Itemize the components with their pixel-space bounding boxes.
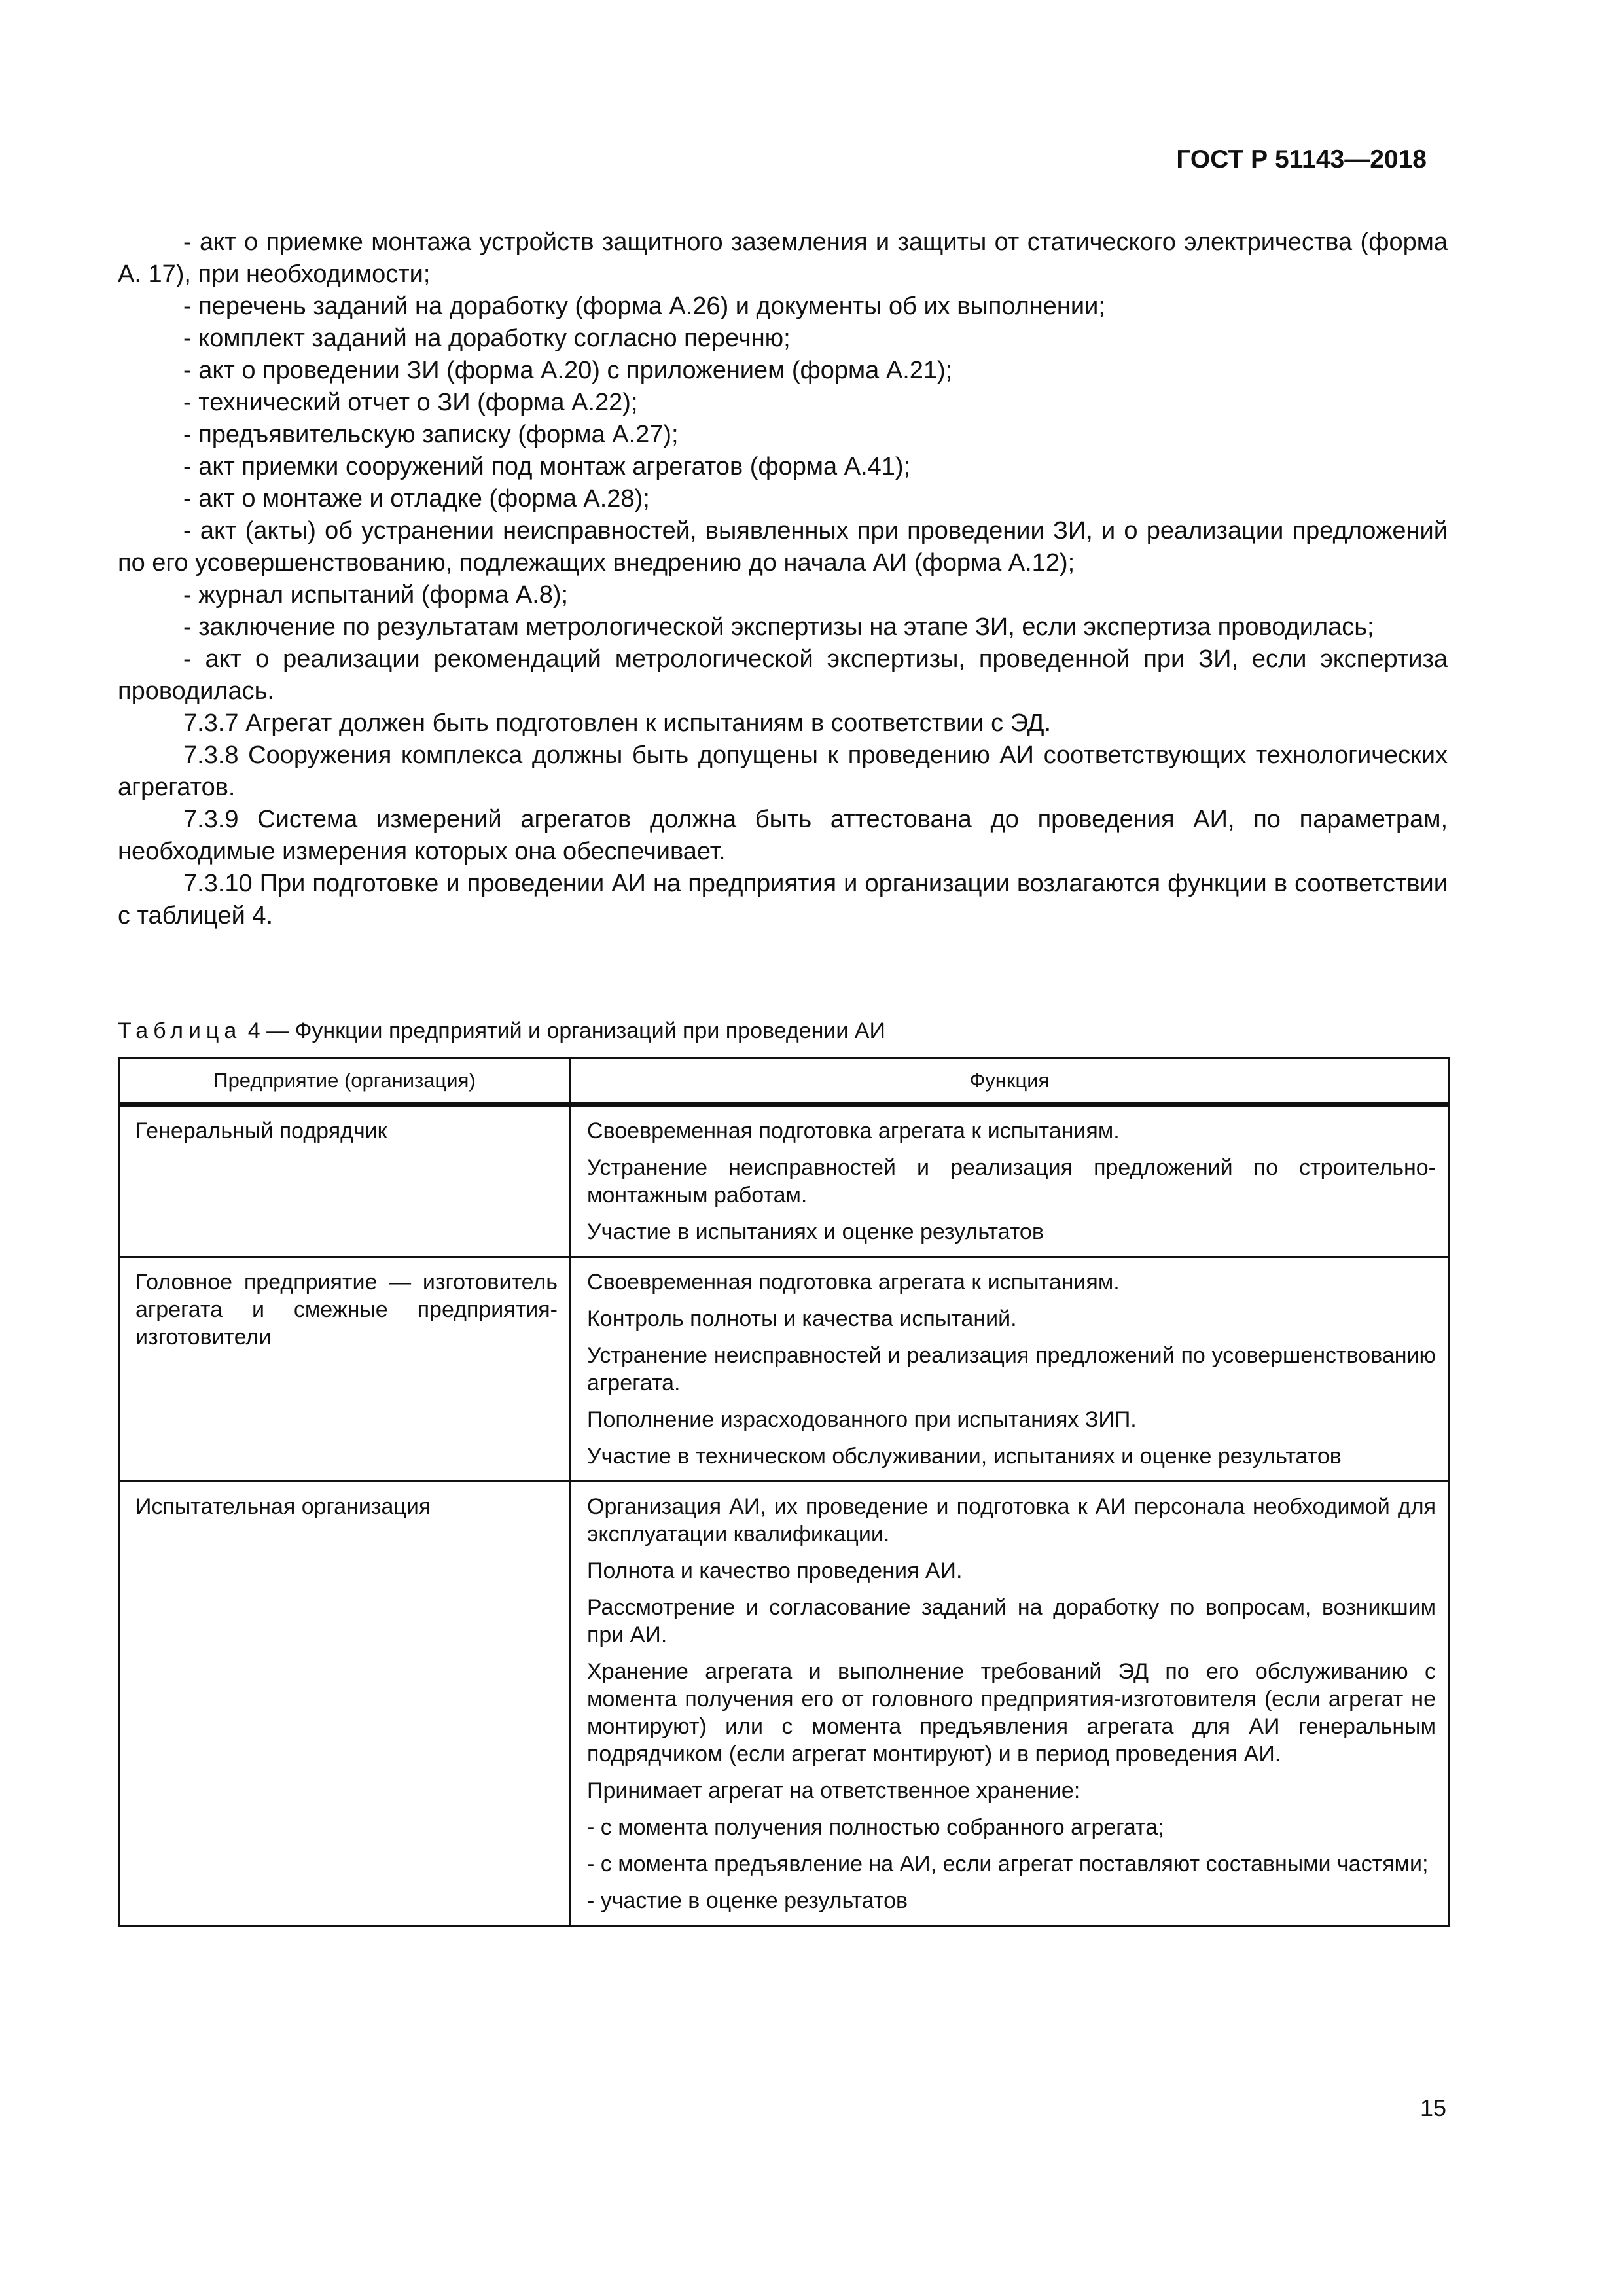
column-header-function: Функция (571, 1058, 1449, 1105)
list-item: - предъявительскую записку (форма А.27); (183, 421, 679, 448)
function-item: - с момента предъявление на АИ, если агрегат поставляют составными частями; (587, 1852, 1429, 1876)
list-item: - акт о монтаже и отладке (форма А.28); (183, 485, 650, 512)
list-item: - акт о проведении ЗИ (форма А.20) с приложением (форма А.21); (183, 357, 953, 384)
list-item: - комплект заданий на доработку согласно перечню; (183, 325, 791, 352)
list-item: - журнал испытаний (форма А.8); (183, 581, 569, 609)
function-cell (571, 1482, 1449, 1926)
organization-cell: Генеральный подрядчик (119, 1105, 571, 1257)
clause-paragraph: 7.3.7 Агрегат должен быть подготовлен к испытаниям в соответствии с ЭД. (183, 709, 1052, 737)
organization-cell: Испытательная организация (119, 1482, 571, 1926)
page-number: 15 (1419, 2094, 1446, 2121)
function-cell (571, 1105, 1449, 1257)
list-item: - перечень заданий на доработку (форма А.26) и документы об их выполнении; (183, 293, 1105, 320)
list-item: - акт приемки сооружений под монтаж агрегатов (форма А.41); (183, 453, 911, 480)
function-item: Организация АИ, их проведение и подготовка к АИ персонала необходимой для эксплуатации квалификации. (587, 1494, 1436, 1547)
list-item: - заключение по результатам метрологической экспертизы на этапе ЗИ, если экспертиза проводилась; (183, 613, 1374, 641)
function-item: - с момента получения полностью собранного агрегата; (587, 1815, 1164, 1840)
list-item: - акт о реализации рекомендаций метрологической экспертизы, проведенной при ЗИ, если экспертиза проводилась. (118, 645, 1448, 705)
functions-table (118, 1057, 1450, 1927)
function-item: Своевременная подготовка агрегата к испытаниям. (587, 1119, 1120, 1143)
document-code-header: ГОСТ Р 51143—2018 (1176, 145, 1427, 173)
function-item: Своевременная подготовка агрегата к испытаниям. (587, 1270, 1120, 1295)
list-item: - акт о приемке монтажа устройств защитного заземления и защиты от статического электричества (форма А. 17), при необходимости; (118, 228, 1448, 288)
list-item: - акт (акты) об устранении неисправностей, выявленных при проведении ЗИ, и о реализации предложений по его усовершенствованию, подлежащих внедрению до начала АИ (форма А.12); (118, 517, 1448, 577)
table-caption-text: 4 — Функции предприятий и организаций при проведении АИ (247, 1018, 885, 1043)
organization-cell: Головное предприятие — изготовитель агрегата и смежные предприятия-изготовители (119, 1257, 571, 1482)
table-header-row (119, 1058, 1449, 1105)
table-caption (118, 1016, 885, 1045)
function-item: Хранение агрегата и выполнение требований ЭД по его обслуживанию с момента получения его от головного предприятия-изготовителя (если агрегат не монтируют) или с момента предъявления агрегата для АИ генеральным подрядчиком (если агрегат монтируют) и в период проведения АИ. (587, 1659, 1436, 1767)
clause-paragraph: 7.3.10 При подготовке и проведении АИ на предприятия и организации возлагаются функции в соответствии с таблицей 4. (118, 870, 1448, 929)
function-item: Пополнение израсходованного при испытаниях ЗИП. (587, 1407, 1137, 1432)
body-text (118, 226, 1448, 932)
function-item: Принимает агрегат на ответственное хранение: (587, 1778, 1080, 1803)
list-item: - технический отчет о ЗИ (форма А.22); (183, 389, 638, 416)
table-row (119, 1257, 1449, 1482)
function-item: Рассмотрение и согласование заданий на доработку по вопросам, возникшим при АИ. (587, 1595, 1436, 1647)
function-item: Контроль полноты и качества испытаний. (587, 1306, 1017, 1331)
table-caption-label: Таблица (118, 1018, 242, 1043)
clause-paragraph: 7.3.9 Система измерений агрегатов должна быть аттестована до проведения АИ, по параметрам, необходимые измерения которых она обеспечивает. (118, 806, 1448, 865)
function-item: - участие в оценке результатов (587, 1888, 908, 1913)
column-header-organization: Предприятие (организация) (119, 1058, 571, 1105)
table-row (119, 1482, 1449, 1926)
function-item: Участие в испытаниях и оценке результатов (587, 1219, 1044, 1244)
function-item: Устранение неисправностей и реализация предложений по строительно-монтажным работам. (587, 1155, 1436, 1208)
function-item: Полнота и качество проведения АИ. (587, 1558, 963, 1583)
function-item: Участие в техническом обслуживании, испытаниях и оценке результатов (587, 1444, 1342, 1469)
function-item: Устранение неисправностей и реализация предложений по усовершенствованию агрегата. (587, 1343, 1436, 1395)
function-cell (571, 1257, 1449, 1482)
clause-paragraph: 7.3.8 Сооружения комплекса должны быть допущены к проведению АИ соответствующих технологических агрегатов. (118, 742, 1448, 801)
table-row (119, 1105, 1449, 1257)
